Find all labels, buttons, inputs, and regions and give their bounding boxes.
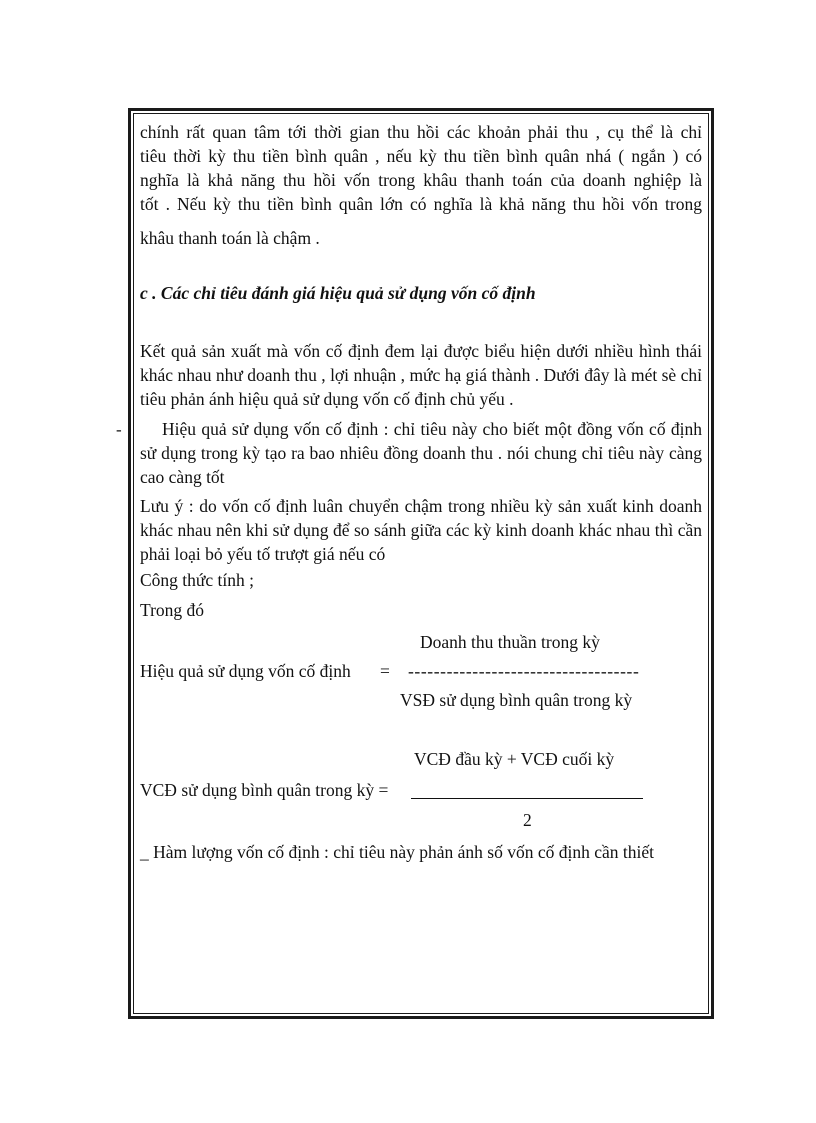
- margin-dash-mark: -: [116, 420, 122, 439]
- where-label: Trong đó: [140, 600, 205, 620]
- section-heading: c . Các chỉ tiêu đánh giá hiệu quả sử dụng vốn cố định: [140, 283, 536, 303]
- formula-2-fraction-line: [411, 798, 643, 799]
- formula-1-equals: =: [380, 661, 390, 681]
- formula-1-denominator: VSĐ sử dụng bình quân trong kỳ: [400, 690, 633, 710]
- formula-2-numerator: VCĐ đầu kỳ + VCĐ cuối kỳ: [414, 749, 615, 769]
- paragraph-efficiency: [140, 417, 702, 489]
- paragraph-note: Lưu ý : do vốn cố định luân chuyển chậm trong nhiều kỳ sản xuất kinh doanh khác nhau nên khi sử dụng để so sánh giữa các kỳ kinh doanh khác nhau thì cần phải loại bỏ yếu tố trượt giá nếu có: [140, 496, 702, 564]
- paragraph-intro: Kết quả sản xuất mà vốn cố định đem lại được biểu hiện dưới nhiều hình thái khác nhau như doanh thu , lợi nhuận , mức hạ giá thành . Dưới đây là mét sè chỉ tiêu phản ánh hiệu quả sử dụng vốn cố định chủ yếu .: [140, 341, 702, 409]
- formula-1-fraction-bar: ------------------------------------: [408, 661, 640, 681]
- paragraph-receivables: [140, 120, 702, 216]
- text-line: chính rất quan tâm tới thời gian thu hồi các khoản phải thu , cụ thể là chỉ: [140, 122, 702, 142]
- text-line: khâu thanh toán là chậm .: [140, 228, 320, 248]
- text-line: tốt . Nếu kỳ thu tiền bình quân lớn có nghĩa là khả năng thu hồi vốn trong: [140, 194, 702, 214]
- text-line-capital-content: _ Hàm lượng vốn cố định : chỉ tiêu này phản ánh số vốn cố định cần thiết: [140, 842, 654, 862]
- text-line: nghĩa là khả năng thu hồi vốn trong khâu thanh toán của doanh nghiệp là: [140, 170, 702, 190]
- text-line: tiêu thời kỳ thu tiền bình quân , nếu kỳ thu tiền bình quân nhá ( ngắn ) có: [140, 146, 702, 166]
- formula-1-numerator: Doanh thu thuần trong kỳ: [420, 632, 600, 652]
- formula-label: Công thức tính ;: [140, 570, 254, 590]
- formula-1-lhs: Hiệu quả sử dụng vốn cố định: [140, 661, 351, 681]
- paragraph-efficiency-text: Hiệu quả sử dụng vốn cố định : chỉ tiêu này cho biết một đồng vốn cố định sử dụng trong kỳ tạo ra bao nhiêu đồng doanh thu . nói chung chỉ tiêu này càng cao càng tốt: [140, 419, 702, 487]
- formula-2-lhs: VCĐ sử dụng bình quân trong kỳ =: [140, 780, 389, 800]
- formula-2-denominator: 2: [523, 810, 532, 830]
